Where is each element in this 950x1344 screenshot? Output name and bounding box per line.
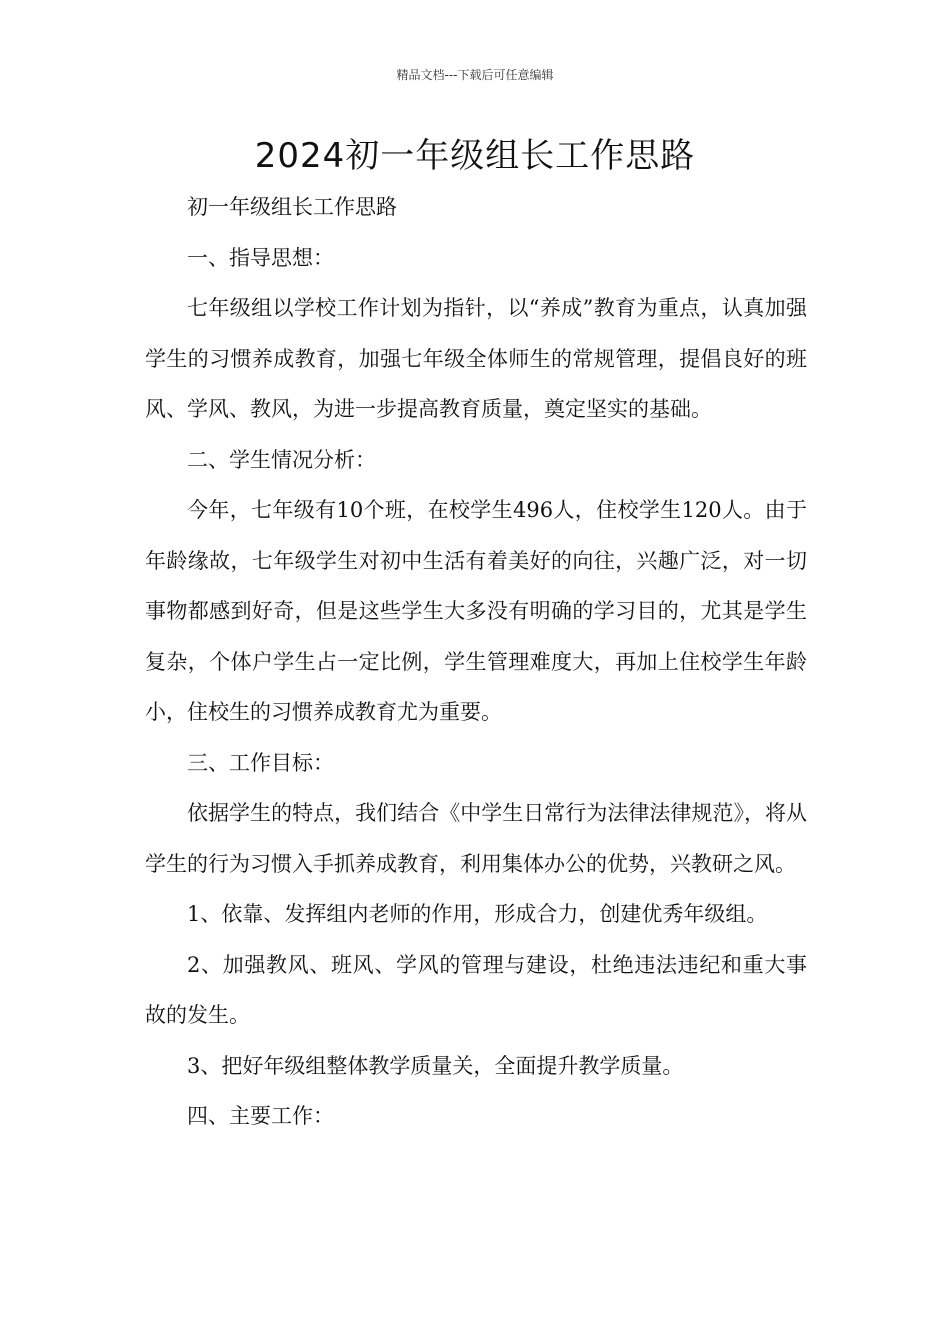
heading-student-analysis: 二、学生情况分析：	[187, 447, 376, 472]
heading-guiding-ideology: 一、指导思想：	[187, 245, 334, 270]
header-note: 精品文档---下载后可任意编辑	[396, 68, 554, 82]
paragraph-guiding-ideology: 七年级组以学校工作计划为指针，以“养成”教育为重点，认真加强学生的习惯养成教育，加强七年级全体师生的常规管理，提倡良好的班风、学风、教风，为进一步提高教育质量，奠定坚实的基础。	[145, 296, 807, 421]
list-item-goal-1: 1、依靠、发挥组内老师的作用，形成合力，创建优秀年级组。	[187, 902, 768, 926]
heading-main-work: 四、主要工作：	[187, 1104, 334, 1128]
list-item-goal-2: 2、加强教风、班风、学风的管理与建设，杜绝违法违纪和重大事故的发生。	[145, 952, 807, 1027]
paragraph-student-analysis: 今年，七年级有10个班，在校学生496人，住校学生120人。由于年龄缘故，七年级学生对初中生活有着美好的向往，兴趣广泛，对一切事物都感到好奇，但是这些学生大多没有明确的学习目的，尤其是学生复杂，个体户学生占一定比例，学生管理难度大，再加上住校学生年龄小，住校生的习惯养成教育尤为重要。	[145, 498, 807, 724]
heading-work-goals: 三、工作目标：	[187, 750, 334, 775]
paragraph-work-goals: 依据学生的特点，我们结合《中学生日常行为法律法律规范》，将从学生的行为习惯入手抓养成教育，利用集体办公的优势，兴教研之风。	[145, 801, 807, 876]
document-body	[145, 182, 807, 1142]
list-item-goal-3: 3、把好年级组整体教学质量关，全面提升教学质量。	[187, 1053, 684, 1078]
paragraph-subtitle: 初一年级组长工作思路	[187, 195, 397, 219]
document-title: 2024初一年级组长工作思路	[254, 136, 696, 176]
